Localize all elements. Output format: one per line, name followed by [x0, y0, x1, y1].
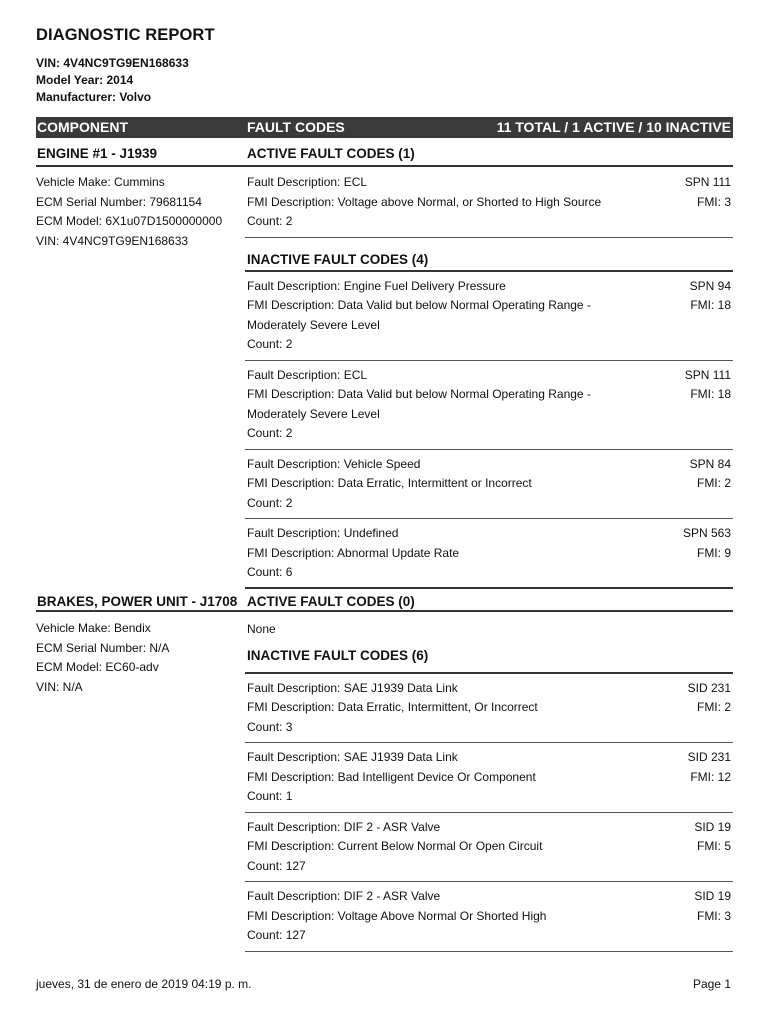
- component-vin: VIN: 4V4NC9TG9EN168633: [36, 233, 189, 248]
- fault-description: Fault Description: DIF 2 - ASR Valve: [247, 819, 441, 834]
- vehicle-make: Vehicle Make: Cummins: [36, 175, 165, 189]
- vehicle-vin: VIN: 4V4NC9TG9EN168633: [36, 56, 189, 70]
- sid-code: SID 231: [687, 750, 731, 764]
- fault-count: Count: 2: [247, 495, 293, 510]
- fmi-description: FMI Description: Voltage above Normal, or Shorted to High Source: [247, 194, 602, 209]
- sid-code: SID 19: [694, 819, 731, 834]
- active-fault-codes-title: ACTIVE FAULT CODES (1): [247, 146, 415, 161]
- component-title: ENGINE #1 - J1939: [37, 146, 158, 161]
- fault-count: Count: 6: [247, 565, 293, 579]
- fault-code: [685, 173, 731, 212]
- fmi-code: FMI: 3: [696, 908, 731, 923]
- fault-entry: [247, 450, 733, 520]
- fault-count: Count: 1: [247, 789, 293, 803]
- ecm-serial-number: ECM Serial Number: N/A: [36, 640, 170, 655]
- column-header-component: COMPONENT: [37, 119, 128, 135]
- fault-code: [694, 818, 731, 857]
- fault-entry: [247, 882, 733, 952]
- fault-code: [694, 887, 731, 926]
- sid-code: SID 19: [694, 889, 731, 903]
- fmi-code: FMI: 2: [696, 476, 731, 490]
- fault-entry: [247, 361, 733, 450]
- vehicle-meta: [36, 55, 189, 106]
- fmi-code: FMI: 5: [696, 839, 731, 853]
- fault-count: Count: 2: [247, 426, 293, 440]
- row-divider: [245, 951, 733, 952]
- component-vin: VIN: N/A: [36, 679, 83, 694]
- spn-code: SPN 563: [682, 526, 731, 540]
- fmi-description: FMI Description: Current Below Normal Or Open Circuit: [247, 839, 543, 853]
- report-page: [36, 0, 733, 1024]
- fault-description: Fault Description: ECL: [247, 367, 368, 382]
- fault-count: Count: 127: [247, 858, 306, 873]
- fault-description: Fault Description: Vehicle Speed: [247, 456, 421, 471]
- fault-code: [683, 524, 731, 563]
- no-active-faults: None: [247, 622, 276, 636]
- fmi-code: FMI: 3: [696, 194, 731, 209]
- report-timestamp: jueves, 31 de enero de 2019 04:19 p. m.: [36, 977, 252, 991]
- table-header-bar: [36, 117, 733, 138]
- fault-count: Count: 127: [247, 928, 306, 942]
- section-header: [36, 140, 733, 166]
- vehicle-manufacturer: Manufacturer: Volvo: [36, 90, 152, 104]
- fault-entry: [247, 519, 733, 589]
- fault-entry: [247, 168, 733, 238]
- fault-description: Fault Description: DIF 2 - ASR Valve: [247, 889, 441, 903]
- fault-count: Count: 3: [247, 719, 293, 734]
- component-section-engine: [36, 140, 733, 579]
- fault-count: Count: 2: [247, 337, 293, 351]
- fault-description: Fault Description: SAE J1939 Data Link: [247, 680, 458, 695]
- vehicle-make: Vehicle Make: Bendix: [36, 621, 151, 635]
- fault-code: [688, 679, 731, 718]
- page-footer: [36, 977, 733, 991]
- ecm-model: ECM Model: 6X1u07D1500000000: [36, 214, 223, 228]
- fault-list: [247, 611, 733, 952]
- page-number: Page 1: [692, 977, 731, 991]
- fmi-description: FMI Description: Data Erratic, Intermittent or Incorrect: [247, 476, 532, 490]
- spn-code: SPN 111: [684, 175, 731, 189]
- fmi-description: FMI Description: Data Erratic, Intermittent, Or Incorrect: [247, 700, 538, 714]
- fault-totals: 11 TOTAL / 1 ACTIVE / 10 INACTIVE: [496, 119, 731, 135]
- fault-entry: [247, 813, 733, 883]
- active-fault-codes-title: ACTIVE FAULT CODES (0): [247, 594, 415, 609]
- ecm-serial-number: ECM Serial Number: 79681154: [36, 194, 202, 209]
- section-divider: [36, 165, 733, 167]
- inactive-fault-codes-header: [247, 640, 733, 674]
- report-title: DIAGNOSTIC REPORT: [36, 26, 215, 44]
- component-title: BRAKES, POWER UNIT - J1708: [37, 594, 238, 609]
- fmi-code: FMI: 18: [690, 387, 731, 401]
- fmi-description: FMI Description: Voltage Above Normal Or Shorted High: [247, 908, 547, 923]
- fault-list: [247, 168, 733, 589]
- fault-description: Fault Description: SAE J1939 Data Link: [247, 750, 458, 764]
- fmi-code: FMI: 12: [690, 769, 731, 784]
- fmi-code: FMI: 18: [690, 298, 731, 312]
- fault-code: [690, 277, 731, 316]
- inactive-fault-codes-title: INACTIVE FAULT CODES (6): [247, 647, 429, 663]
- fmi-description: FMI Description: Bad Intelligent Device Or Component: [247, 769, 536, 784]
- fmi-description: FMI Description: Data Valid but below Normal Operating Range - Moderately Severe Level: [247, 387, 591, 421]
- fault-description: Fault Description: Undefined: [247, 526, 399, 540]
- column-header-fault-codes: FAULT CODES: [247, 119, 345, 135]
- component-info: [36, 619, 169, 697]
- component-section-brakes: [36, 588, 733, 942]
- fmi-code: FMI: 9: [696, 545, 731, 560]
- fault-entry: [247, 674, 733, 744]
- spn-code: SPN 94: [689, 278, 731, 293]
- fault-code: [685, 366, 731, 405]
- fmi-code: FMI: 2: [696, 700, 731, 714]
- sid-code: SID 231: [687, 680, 731, 695]
- ecm-model: ECM Model: EC60-adv: [36, 660, 159, 674]
- spn-code: SPN 111: [684, 367, 731, 382]
- component-info: [36, 173, 222, 251]
- fault-description: Fault Description: Engine Fuel Delivery Pressure: [247, 278, 506, 293]
- fault-count: Count: 2: [247, 214, 293, 228]
- fault-description: Fault Description: ECL: [247, 175, 368, 189]
- inactive-fault-codes-header: [247, 238, 733, 272]
- fmi-description: FMI Description: Abnormal Update Rate: [247, 545, 460, 560]
- vehicle-model-year: Model Year: 2014: [36, 73, 134, 87]
- fault-code: [688, 748, 731, 787]
- fault-entry: [247, 743, 733, 813]
- fault-code: [690, 455, 731, 494]
- inactive-fault-codes-title: INACTIVE FAULT CODES (4): [247, 251, 429, 267]
- fault-entry: [247, 272, 733, 361]
- fmi-description: FMI Description: Data Valid but below Normal Operating Range - Moderately Severe Level: [247, 298, 591, 332]
- spn-code: SPN 84: [689, 456, 731, 471]
